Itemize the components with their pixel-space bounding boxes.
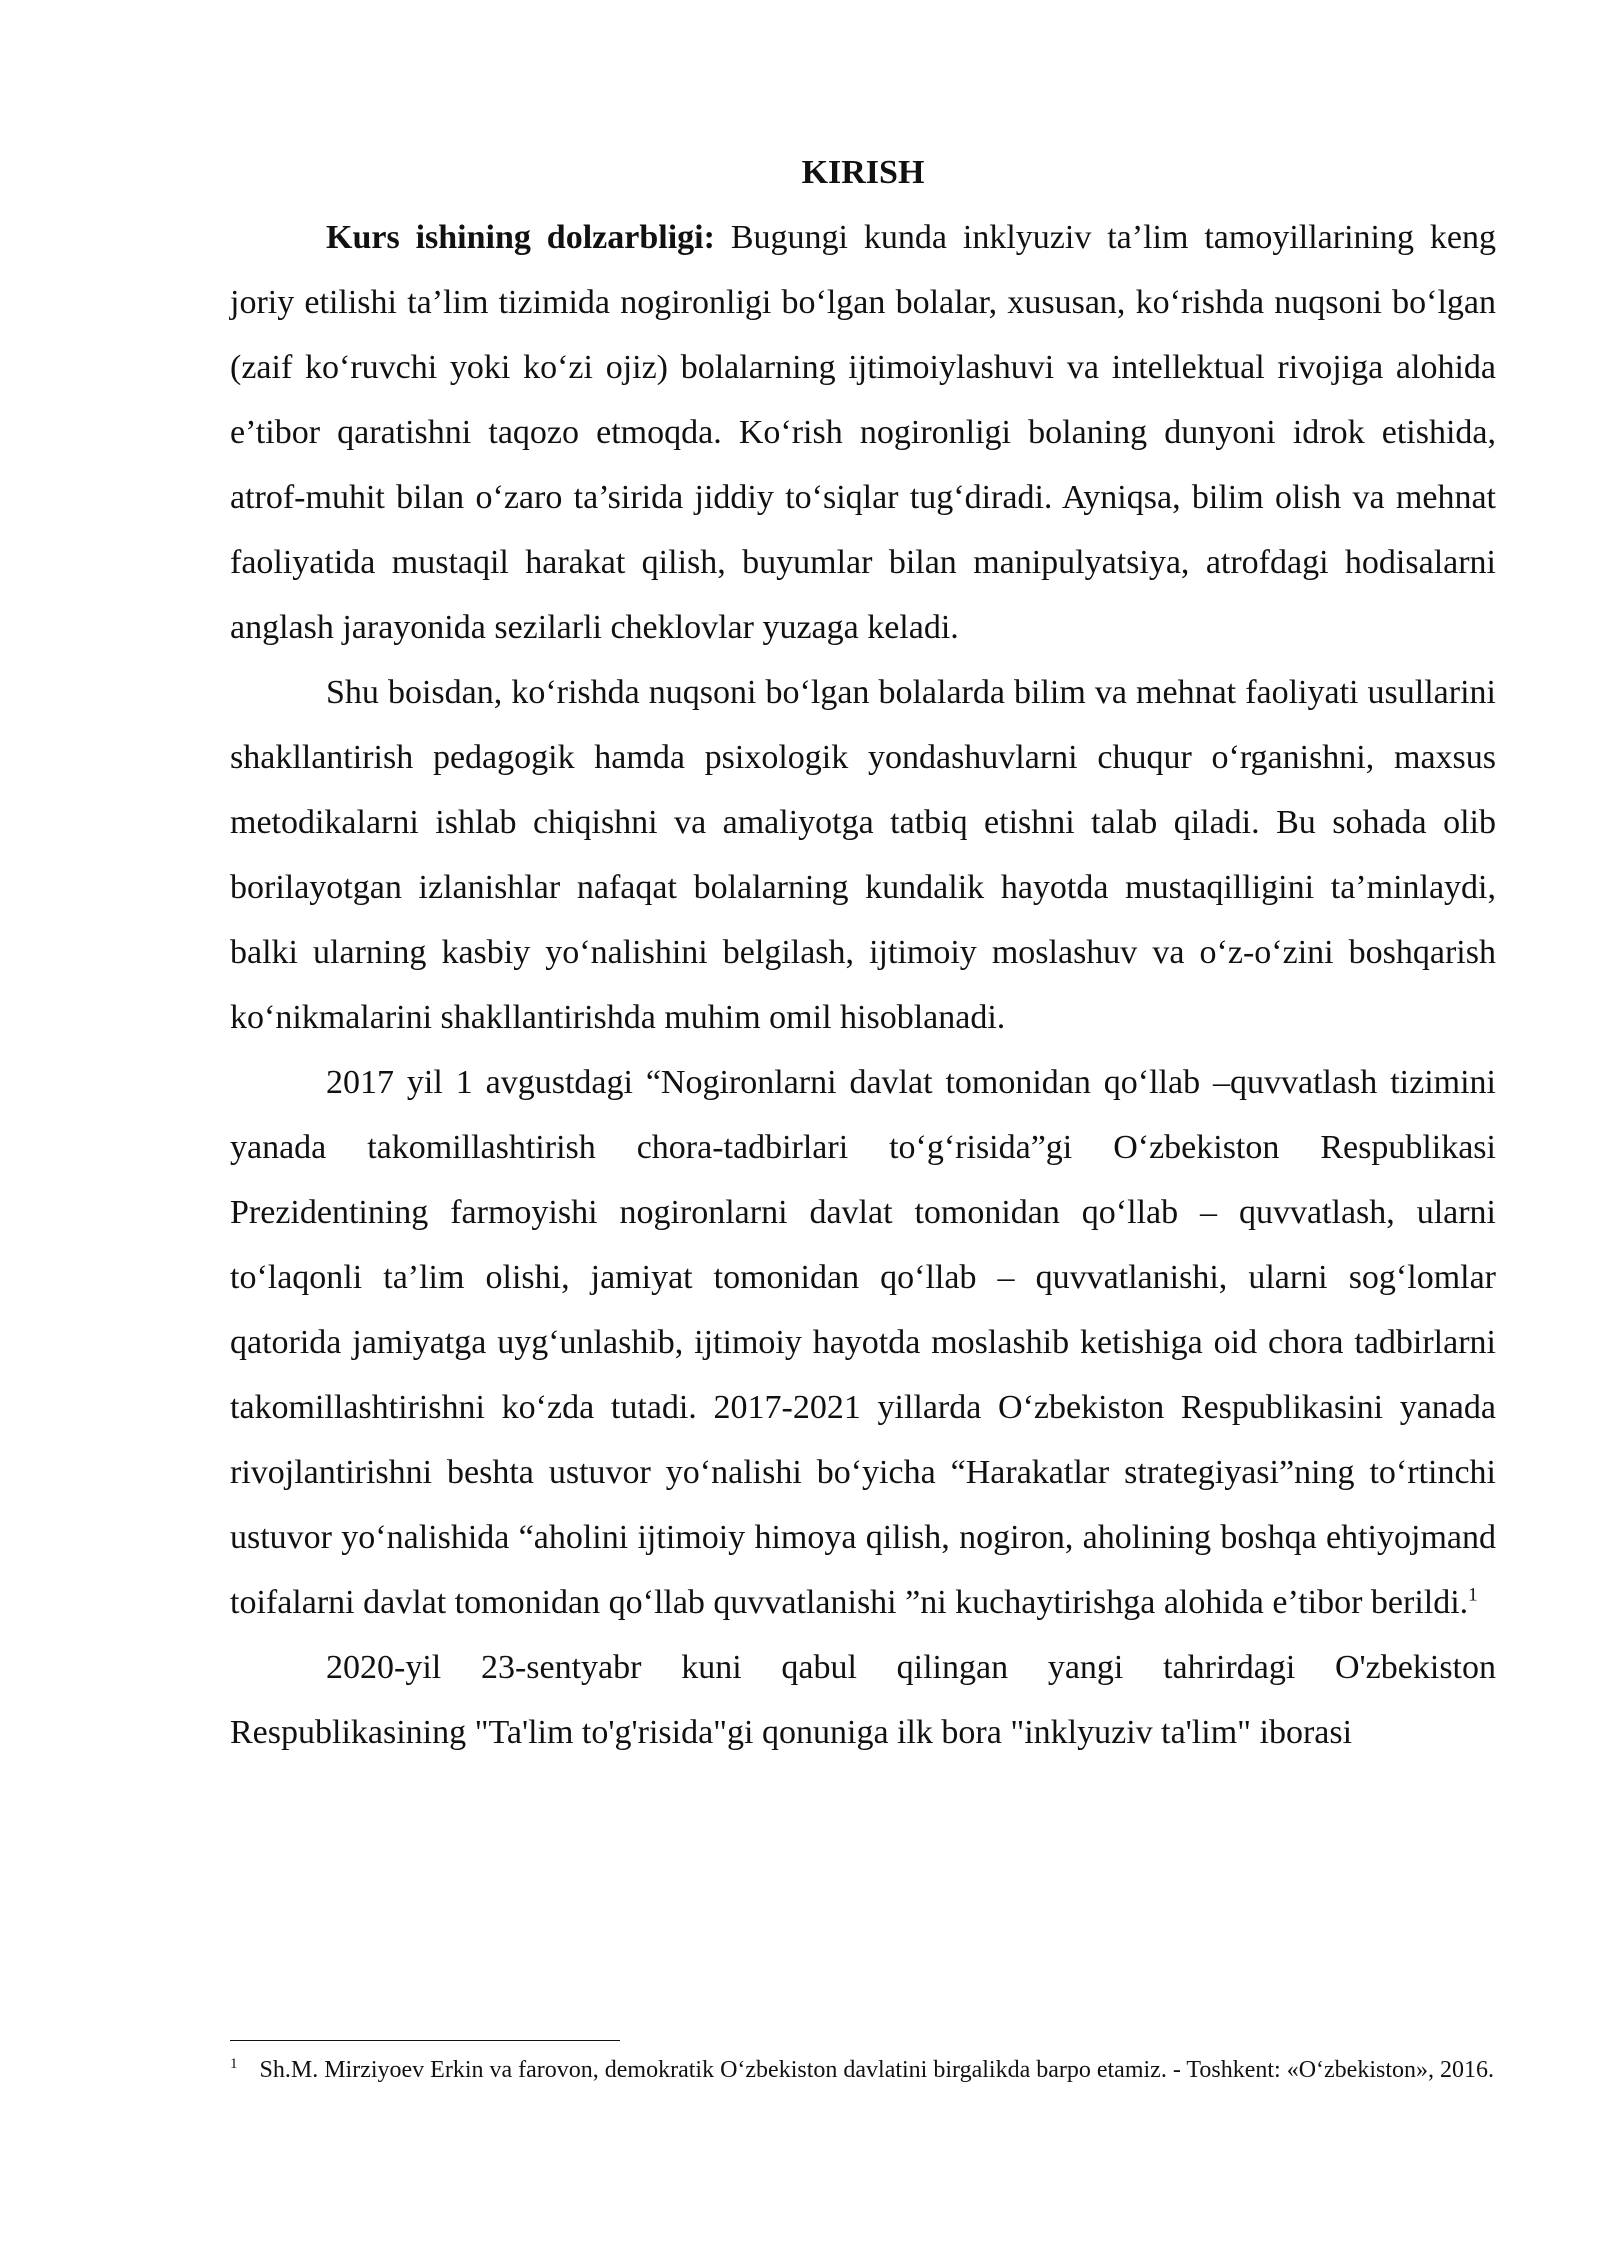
footnote-text: Sh.M. Mirziyoev Erkin va farovon, demokratik Oʻzbekiston davlatini birgalikda barpo etamiz. - Toshkent: «Oʻzbekiston», 2016. bbox=[259, 2057, 1494, 2083]
paragraph-relevance bbox=[230, 205, 1496, 660]
footnote-number: 1 bbox=[230, 2056, 238, 2072]
footnote-1 bbox=[230, 2053, 1496, 2087]
page-title: KIRISH bbox=[801, 154, 925, 191]
footnote-separator bbox=[230, 2040, 620, 2041]
paragraph-decree bbox=[230, 1050, 1496, 1635]
paragraph-lead: Kurs ishining dolzarbligi: bbox=[326, 219, 715, 256]
paragraph-text: Shu boisdan, koʻrishda nuqsoni boʻlgan bolalarda bilim va mehnat faoliyati usullarini shakllantirish pedagogik hamda psixologik yondashuvlarni chuqur oʻrganishni, maxsus metodikalarni ishlab chiqishni va amaliyotga tatbiq etishni talab qiladi. Bu sohada olib borilayotgan izlanishlar nafaqat bolalarning kundalik hayotda mustaqilligini ta’minlaydi, balki ularning kasbiy yoʻnalishini belgilash, ijtimoiy moslashuv va oʻz-oʻzini boshqarish koʻnikmalarini shakllantirishda muhim omil hisoblanadi. bbox=[230, 674, 1496, 1036]
paragraph-text: 2017 yil 1 avgustdagi “Nogironlarni davlat tomonidan qoʻllab –quvvatlash tizimini yanada takomillashtirish chora-tadbirlari toʻgʻrisida”gi Oʻzbekiston Respublikasi Prezidentining farmoyishi nogironlarni davlat tomonidan qoʻllab – quvvatlash, ularni toʻlaqonli ta’lim olishi, jamiyat tomonidan qoʻllab – quvvatlanishi, ularni sogʻlomlar qatorida jamiyatga uygʻunlashib, ijtimoiy hayotda moslashib ketishiga oid chora tadbirlarni takomillashtirishni koʻzda tutadi. 2017-2021 yillarda Oʻzbekiston Respublikasini yanada rivojlantirishni beshta ustuvor yoʻnalishi boʻyicha “Harakatlar strategiyasi”ning toʻrtinchi ustuvor yoʻnalishida “aholini ijtimoiy himoya qilish, nogiron, aholining boshqa ehtiyojmand toifalarni davlat tomonidan qoʻllab quvvatlanishi ”ni kuchaytirishga alohida e’tibor berildi. bbox=[230, 1064, 1496, 1621]
footnote-area bbox=[230, 2040, 1496, 2087]
footnote-reference[interactable]: 1 bbox=[1468, 1584, 1478, 1606]
paragraph-law bbox=[230, 1635, 1496, 1765]
page-body bbox=[230, 140, 1496, 1765]
paragraph-methods bbox=[230, 660, 1496, 1050]
paragraph-text: 2020-yil 23-sentyabr kuni qabul qilingan yangi tahrirdagi O'zbekiston Respublikasining "Ta'lim to'g'risida"gi qonuniga ilk bora "inklyuziv ta'lim" iborasi bbox=[230, 1649, 1496, 1751]
paragraph-text: Bugungi kunda inklyuziv ta’lim tamoyillarining keng joriy etilishi ta’lim tizimida nogironligi boʻlgan bolalar, xususan, koʻrishda nuqsoni boʻlgan (zaif koʻruvchi yoki koʻzi ojiz) bolalarning ijtimoiylashuvi va intellektual rivojiga alohida e’tibor qaratishni taqozo etmoqda. Koʻrish nogironligi bolaning dunyoni idrok etishida, atrof-muhit bilan oʻzaro ta’sirida jiddiy toʻsiqlar tugʻdiradi. Ayniqsa, bilim olish va mehnat faoliyatida mustaqil harakat qilish, buyumlar bilan manipulyatsiya, atrofdagi hodisalarni anglash jarayonida sezilarli cheklovlar yuzaga keladi. bbox=[230, 219, 1496, 646]
